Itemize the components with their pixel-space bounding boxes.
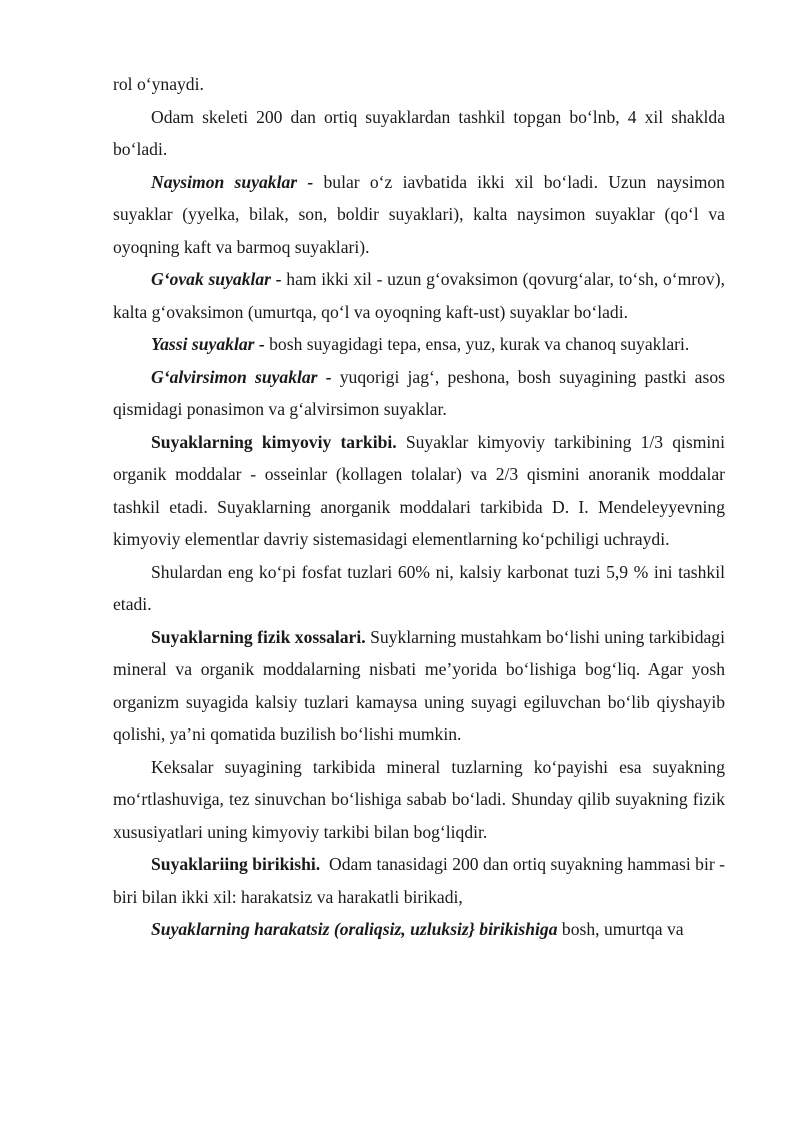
paragraph-ethmoid-bones (113, 361, 725, 426)
paragraph-tubular-bones (113, 166, 725, 264)
text-flat-bones: bosh suyagidagi tepa, ensa, yuz, kurak va chanoq suyaklari. (264, 334, 690, 354)
paragraph-elderly-bones: Keksalar suyagining tarkibida mineral tuzlarning ko‘payishi esa suyakning mo‘rtlashuviga, tez sinuvchan bo‘lishiga sabab bo‘ladi. Shunday qilib suyakning fizik xususiyatlari uning kimyoviy tarkibi bilan bog‘liqdir. (113, 756, 725, 842)
text-ethmoid-bones: yuqorigi jag‘, peshona, bosh suyagining pastki asos qismidagi ponasimon va g‘alvirsimon suyaklar. (113, 366, 725, 419)
term-tubular-bones: Naysimon suyaklar - (151, 171, 314, 192)
term-physical-properties: Suyaklarning fizik xossalari. (151, 626, 366, 647)
text-tubular-bones: bular o‘z iavbatida ikki xil bo‘ladi. Uzun naysimon suyaklar (yyelka, bilak, son, boldir suyaklari), kalta naysimon suyaklar (qo‘l va oyoqning kaft va barmoq suyaklari). (113, 171, 725, 257)
term-bone-connection: Suyaklariing birikishi. (151, 854, 321, 874)
paragraph-flat-bones (113, 328, 725, 361)
paragraph-skeleton-intro: Odam skeleti 200 dan ortiq suyaklardan tashkil topgan bo‘lnb, 4 xil shaklda bo‘ladi. (113, 106, 725, 159)
paragraph-chemical-composition (113, 426, 725, 556)
paragraph-spongy-bones (113, 263, 725, 328)
term-immovable-connection: Suyaklarning harakatsiz (oraliqsiz, uzluksiz} birikishiga (151, 919, 558, 939)
text-bone-connection: Odam tanasidagi 200 dan ortiq suyakning hammasi bir - biri bilan ikki xil: harakatsiz va harakatli birikadi, (113, 854, 730, 907)
term-flat-bones: Yassi suyaklar - (151, 334, 265, 354)
paragraph-physical-properties (113, 621, 725, 751)
paragraph-salts: Shulardan eng ko‘pi fosfat tuzlari 60% ni, kalsiy karbonat tuzi 5,9 % ini tashkil etadi. (113, 561, 725, 614)
text-physical-properties: Suyklarning mustahkam bo‘lishi uning tarkibidagi mineral va organik moddalarning nisbati me’yorida bo‘lishiga bog‘liq. Agar yosh organizm suyagida kalsiy tuzlari kamaysa uning suyagi egiluvchan bo‘lib qiyshayib qolishi, ya’ni qomatida buzilish bo‘lishi mumkin. (113, 626, 725, 744)
paragraph-bone-connection (113, 848, 730, 913)
term-chemical-composition: Suyaklarning kimyoviy tarkibi. (151, 431, 397, 452)
text-spongy-bones: ham ikki xil - uzun g‘ovaksimon (qovurg‘alar, to‘sh, o‘mrov), kalta g‘ovaksimon (umurtqa, qo‘l va oyoqning kaft-ust) suyaklar bo‘ladi. (113, 269, 725, 322)
term-ethmoid-bones: G‘alvirsimon suyaklar - (151, 366, 332, 387)
term-spongy-bones: G‘ovak suyaklar - (151, 269, 282, 289)
paragraph-continuation: rol o‘ynaydi. (113, 74, 204, 94)
text-chemical-composition: Suyaklar kimyoviy tarkibining 1/3 qismini organik moddalar - osseinlar (kollagen tolalar) va 2/3 qismini anoranik moddalar tashkil etadi. Suyaklarning anorganik moddalari tarkibida D. I. Mendeleyyevning kimyoviy elementlar davriy sistemasidagi elementlarning ko‘pchiligi uchraydi. (113, 431, 725, 549)
text-immovable-connection: bosh, umurtqa va (557, 919, 684, 939)
paragraph-immovable-connection (113, 913, 725, 946)
